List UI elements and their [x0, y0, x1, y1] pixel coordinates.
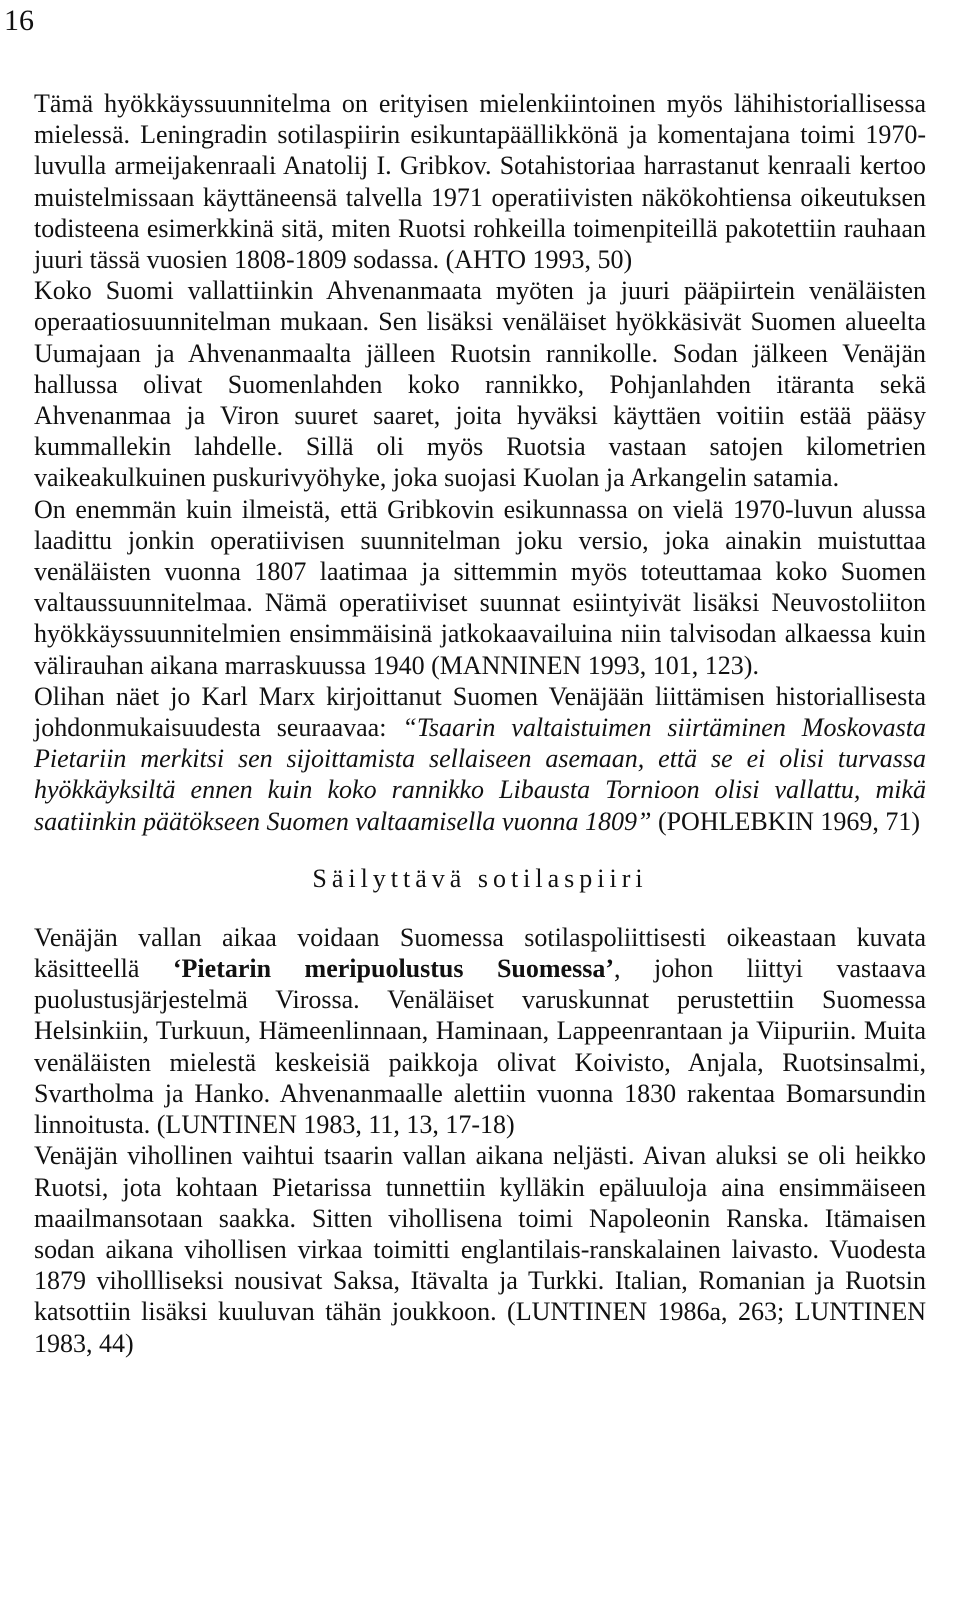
text-run: Tämä hyökkäyssuunnitelma on erityisen mielenkiintoinen myös lähihistoriallisessa mielessä. Leningradin sotilaspiirin esikuntapäällikkönä ja komentajana toimi 1970-luvulla armeijakenraali Anatolij I. Gribkov. Sotahistoriaa harrastanut kenraali kertoo muistelmissaan käyttäneensä talvella 1971 operatiivisten näkökohtiensa oikeutuksen todisteena esimerkkinä sitä, miten Ruotsi rohkeilla toimenpiteillä pakotettiin rauhaan juuri tässä vuosien 1808-1809 sodassa. (AHTO 1993, 50) [34, 89, 926, 275]
page-body [34, 88, 926, 1359]
paragraph-p3 [34, 494, 926, 681]
text-run: , johon liittyi vastaava puolustusjärjestelmä Virossa. Venäläiset varuskunnat perustettiin Suomessa Helsinkiin, Turkuun, Hämeenlinnaan, Haminaan, Lappeenrantaan ja Viipuriin. Muita venäläisten mielestä keskeisiä paikkoja olivat Koivisto, Anjala, Ruotsinsalmi, Svartholma ja Hanko. Ahvenanmaalle alettiin vuonna 1830 rakentaa Bomarsundin linnoitusta. (LUNTINEN 1983, 11, 13, 17-18) [34, 954, 926, 1140]
text-run: Venäjän vallan aikaa voidaan Suomessa sotilaspoliittisesti oikeastaan kuvata käsitteellä [34, 922, 926, 984]
text-run: (POHLEBKIN 1969, 71) [651, 806, 921, 836]
section-heading: Säilyttävä sotilaspiiri [312, 863, 648, 893]
paragraph-p4 [34, 681, 926, 837]
paragraph-p2 [34, 275, 926, 493]
text-block-2 [34, 922, 926, 1359]
text-run: ‘Pietarin meripuolustus Suomessa’ [172, 954, 614, 984]
paragraph-p6 [34, 1140, 926, 1358]
paragraph-p5 [34, 922, 926, 1140]
text-run: “Tsaarin valtaistuimen siirtäminen Moskovasta Pietariin merkitsi sen sijoittamista sellaiseen asemaan, että se ei olisi turvassa hyökkäyksiltä ennen kuin koko rannikko Libausta Tornioon olisi vallattu, mikä saatiinkin päätökseen Suomen valtaamisella vuonna 1809” [34, 713, 927, 836]
text-run: Olihan näet jo Karl Marx kirjoittanut Suomen Venäjään liittämisen historiallisesta johdonmukaisuudesta seuraavaa: [34, 681, 926, 743]
paragraph-p1 [34, 88, 926, 275]
text-block-1 [34, 88, 926, 837]
text-run: On enemmän kuin ilmeistä, että Gribkovin esikunnassa on vielä 1970-luvun alussa laadittu jonkin operatiivisen suunnitelman joku versio, joka ainakin muistuttaa venäläisten vuonna 1807 laatimaa ja sittemmin myös toteuttamaa koko Suomen valtaussuunnitelmaa. Nämä operatiiviset suunnat esiintyivät lisäksi Neuvostoliiton hyökkäyssuunnitelmien ensimmäisinä jatkokaavailuina niin talvisodan alkaessa kuin välirauhan aikana marraskuussa 1940 (MANNINEN 1993, 101, 123). [34, 494, 926, 680]
page-number: 16 [4, 4, 34, 37]
text-run: Venäjän vihollinen vaihtui tsaarin vallan aikana neljästi. Aivan aluksi se oli heikko Ruotsi, jota kohtaan Pietarissa tunnettiin kylläkin epäluuloja aina ensimmäiseen maailmansotaan saakka. Sitten vihollisena toimi Napoleonin Ranska. Itämaisen sodan aikana vihollisen virkaa toimitti englantilais-ranskalainen laivasto. Vuodesta 1879 vihollliseksi nousivat Saksa, Itävalta ja Turkki. Italian, Romanian ja Ruotsin katsottiin lisäksi kuuluvan tähän joukkoon. (LUNTINEN 1986a, 263; LUNTINEN 1983, 44) [34, 1141, 926, 1358]
text-run: Koko Suomi vallattiinkin Ahvenanmaata myöten ja juuri pääpiirtein venäläisten operaatiosuunnitelman mukaan. Sen lisäksi venäläiset hyökkäsivät Suomen alueelta Uumajaan ja Ahvenanmaalta jälleen Ruotsin rannikolle. Sodan jälkeen Venäjän hallussa olivat Suomenlahden koko rannikko, Pohjanlahden itäranta sekä Ahvenanmaa ja Viron suuret saaret, joita hyväksi käyttäen voitiin estää pääsy kummallekin lahdelle. Sillä oli myös Ruotsia vastaan satojen kilometrien vaikeakulkuinen puskurivyöhyke, joka suojasi Kuolan ja Arkangelin satamia. [34, 276, 926, 493]
